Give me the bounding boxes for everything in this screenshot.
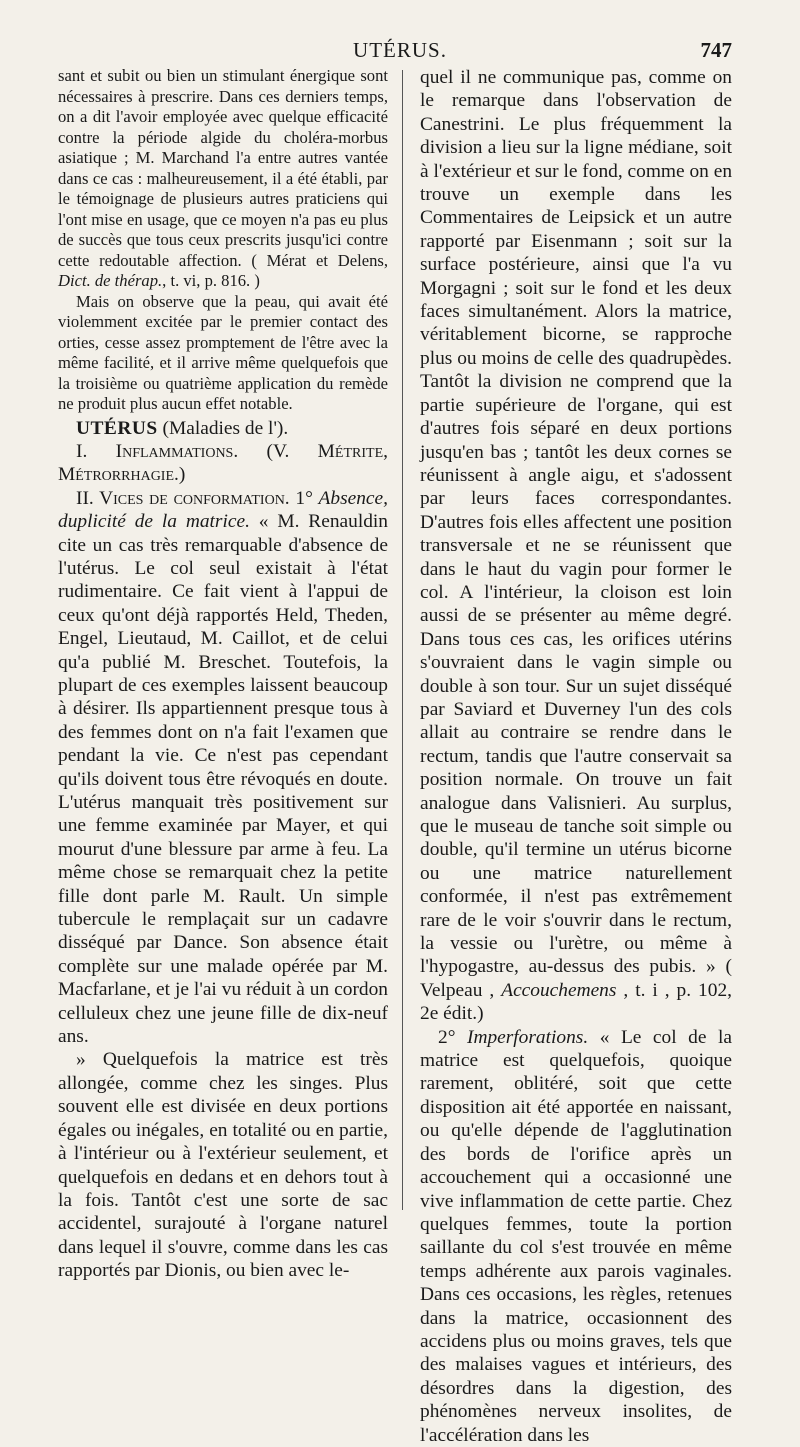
subsection-title: Imperforations. [466, 1026, 589, 1048]
citation-title: Accouchemens [501, 979, 617, 1001]
headword: UTÉRUS [76, 417, 158, 439]
closing-paragraphs [58, 66, 388, 415]
section-imperforations: 2° Imperforations. « Le col de la matrice est quelquefois, quoique rarement, oblitéré, soit que cette disposition ait été apportée en naissant, ou qu'elle dépende de l'agglutination des bords de l'orifice après un accouchement qui a occasionné une vive inflammation de cette partie. Chez quelques femmes, toute la portion saillante du col s'est trouvée en même temps adhérente aux parois vaginales. Dans ces occasions, les règles, retenues dans la matrice, occasionnent des accidens plus ou moins graves, tels que des malaises vagues et intérieurs, des désordres dans la digestion, des phénomènes nerveux insolites, de l'accélération dans les [420, 1026, 732, 1446]
column-divider [402, 70, 403, 1210]
article-heading: UTÉRUS (Maladies de l'). [76, 417, 289, 439]
subsection-title: Absence, duplicité de la matrice. [58, 487, 388, 533]
page-header [0, 36, 800, 66]
section-vices-conformation: II. Vices de conformation. 1° Absence, duplicité de la matrice. « M. Renauldin cite un cas très remarquable d'absence de l'utérus. Le col seul existait à l'état rudimentaire. Ce fait vient à l'appui de ceux qu'ont déjà rapportés Held, Theden, Engel, Lieutaud, M. Caillot, et de celui qu'a publié M. Breschet. Toutefois, la plupart de ces exemples laissent beaucoup à désirer. Ils appartiennent presque tous à des femmes dont on n'a fait l'examen que pendant la vie. Ce n'est pas cependant qu'ils doivent tous être révoqués en doute. L'utérus manquait très positivement sur une femme examinée par Mayer, et qui mourut d'une blessure par arme à feu. La même chose se remarquait chez la petite fille dont parle M. Rault. Un simple tubercule le remplaçait sur un cadavre disséqué par Dance. Son absence était complète sur une malade opérée par M. Macfarlane, et je l'ai vu réduit à un cordon celluleux chez une jeune fille de dix-neuf ans. [58, 487, 389, 1048]
uterus-article [58, 417, 388, 1283]
right-column [420, 66, 732, 1447]
paragraph: » Quelquefois la matrice est très allongée, comme chez les singes. Plus souvent elle est divisée en deux portions égales ou inégales, en totalité ou en partie, à l'intérieur ou à l'extérieur seulement, et quelquefois en dedans et en dehors tout à la fois. Tantôt c'est une sorte de sac accidentel, surajouté à l'organe naturel dans lequel il s'ouvre, comme dans les cas rapportés par Dionis, ou bien avec le- [58, 1049, 388, 1282]
citation-title: Dict. de thérap. [58, 271, 163, 290]
section-inflammations: I. Inflammations. (V. Métrite, Métrorrhagie.) [58, 440, 388, 486]
paragraph: Mais on observe que la peau, qui avait été violemment excitée par le premier contact des orties, cesse assez promptement de l'être avec la même facilité, et il arrive même quelquefois que la troisième ou quatrième application du remède ne produit plus aucun effet notable. [58, 291, 388, 413]
page-number: 747 [700, 38, 732, 62]
paragraph: sant et subit ou bien un stimulant énergique sont nécessaires à prescrire. Dans ces derniers temps, on a dit l'avoir employée avec quelque efficacité contre la période algide du choléra-morbus asiatique ; M. Marchand l'a entre autres vantée dans ce cas : malheureusement, il a été établi, par le témoignage de plusieurs autres praticiens qui l'ont mise en usage, que ce moyen n'a pas eu plus de succès que tous ceux prescrits jusqu'ici contre cette redoutable affection. ( Mérat et Delens, Dict. de thérap., t. vi, p. 816. ) [58, 66, 388, 290]
paragraph: quel il ne communique pas, comme on le remarque dans l'observation de Canestrini. Le plus fréquemment la division a lieu sur la ligne médiane, soit à l'extérieur et sur le fond, comme on en trouve un exemple dans les Commentaires de Leipsick et un autre rapporté par Eisenmann ; soit sur la surface postérieure, ainsi que l'a vu Morgagni ; soit sur le fond et les deux faces simultanément. Alors la matrice, véritablement bicorne, se rapproche plus ou moins de celle des quadrupèdes. Tantôt la division ne comprend que la partie supérieure de l'organe, qui est d'autres fois séparé en deux portions jusqu'en bas ; tantôt les deux cornes se réunissent à angle aigu, et s'adossent par leurs faces correspondantes. D'autres fois elles affectent une position transversale et ne se réunissent que dans le haut du vagin pour former le col. A l'intérieur, la cloison est loin aussi de se présenter au même degré. Dans tous ces cas, les orifices utérins s'ouvraient dans le vagin simple ou double à son tour. Sur un sujet disséqué par Saviard et Duverney l'un des cols allait au contraire se rendre dans le rectum, tandis que l'autre conservait sa position normale. On trouve un fait analogue dans Valisnieri. Au surplus, que le museau de tanche soit simple ou double, qu'il termine un utérus bicorne ou une matrice naturellement conformée, il n'est pas extrêmement rare de le voir s'ouvrir dans le rectum, la vessie ou l'urètre, ou même à l'hypogastre, au-dessus des pubis. » ( Velpeau , Accouchemens , t. i , p. 102, 2e édit.) [420, 67, 733, 1025]
left-column [58, 66, 388, 1283]
running-title: UTÉRUS. [353, 38, 447, 62]
